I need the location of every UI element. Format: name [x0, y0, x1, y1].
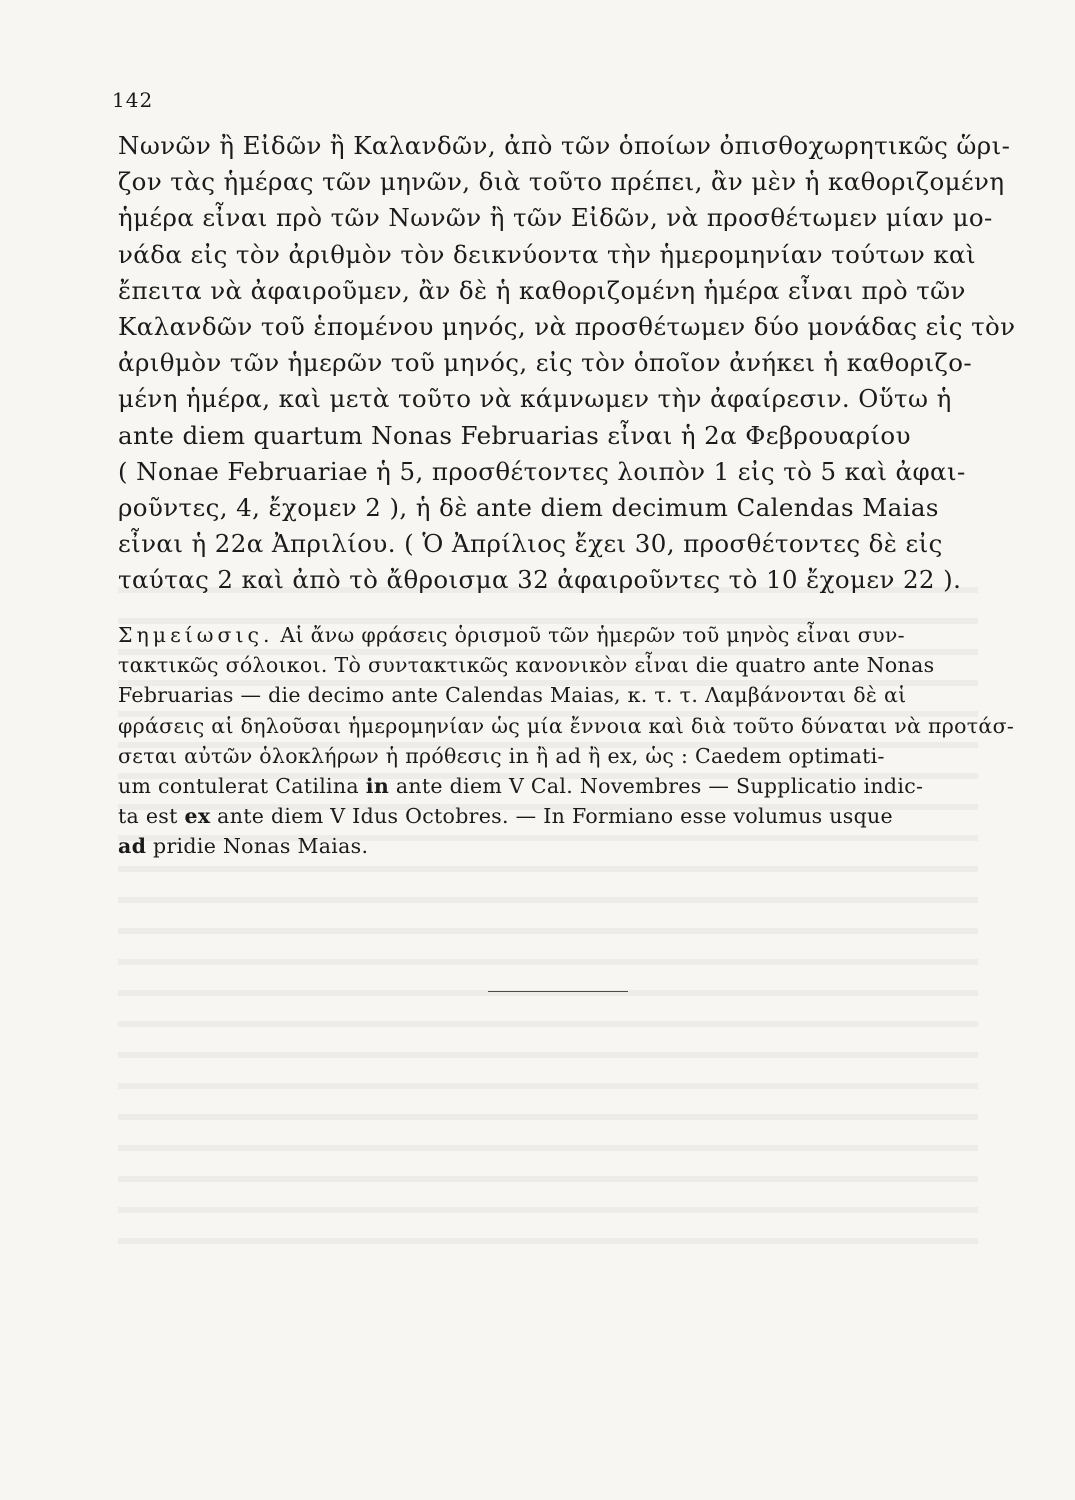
text-line: ἀριθμὸν τῶν ἡμερῶν τοῦ μηνός, εἰς τὸν ὁποῖον ἀνήκει ἡ καθοριζο-	[118, 348, 973, 378]
note-label: Σημείωσις.	[118, 623, 274, 647]
note-line: Februarias — die decimo ante Calendas Maias, κ. τ. τ. Λαμβάνονται δὲ αἱ	[118, 683, 907, 708]
text-line: Νωνῶν ἢ Εἰδῶν ἢ Καλανδῶν, ἀπὸ τῶν ὁποίων ὀπισθοχωρητικῶς ὥρι-	[118, 131, 1011, 160]
note-line: τακτικῶς σόλοικοι. Τὸ συντακτικῶς κανονικὸν εἶναι die quatro ante Nonas	[118, 653, 935, 678]
note-line-text: ante diem V Cal. Novembres — Supplicatio indic-	[389, 774, 924, 799]
note-line: σεται αὐτῶν ὁλοκλήρων ἡ πρόθεσις in ἢ ad ἢ ex, ὡς : Caedem optimati-	[118, 743, 885, 768]
text-line: εἶναι ἡ 22α Ἀπριλίου. ( Ὁ Ἀπρίλιος ἔχει 30, προσθέτοντες δὲ εἰς	[118, 529, 943, 559]
text-line: ( Nonae Februariae ἡ 5, προσθέτοντες λοιπὸν 1 εἰς τὸ 5 καὶ ἀφαι-	[118, 456, 966, 486]
text-line: ταύτας 2 καὶ ἀπὸ τὸ ἄθροισμα 32 ἀφαιροῦντες τὸ 10 ἔχομεν 22 ).	[118, 565, 962, 595]
section-divider	[488, 991, 628, 992]
text-line: μένη ἡμέρα, καὶ μετὰ τοῦτο νὰ κάμνωμεν τὴν ἀφαίρεσιν. Οὕτω ἡ	[118, 384, 952, 414]
note-line-text: um contulerat Catilina	[118, 774, 366, 799]
text-line: ἡμέρα εἶναι πρὸ τῶν Νωνῶν ἢ τῶν Εἰδῶν, νὰ προσθέτωμεν μίαν μο-	[118, 203, 993, 233]
text-line: ἔπειτα νὰ ἀφαιροῦμεν, ἂν δὲ ἡ καθοριζομένη ἡμέρα εἶναι πρὸ τῶν	[118, 275, 966, 305]
note-line	[118, 831, 978, 861]
note-line	[118, 771, 978, 801]
note-line-text: pridie Nonas Maias.	[146, 834, 369, 859]
note-line-text: ante diem V Idus Octobres. — In Formiano esse volumus usque	[210, 804, 893, 829]
text-line: Καλανδῶν τοῦ ἑπομένου μηνός, νὰ προσθέτωμεν δύο μονάδας εἰς τὸν	[118, 312, 1016, 342]
note-line-text: ta est	[118, 804, 185, 829]
main-paragraph	[118, 128, 1016, 599]
bold-preposition: ad	[118, 834, 147, 859]
note-line	[118, 620, 978, 650]
note-paragraph	[118, 620, 1015, 862]
text-line: ροῦντες, 4, ἔχομεν 2 ), ἡ δὲ ante diem decimum Calendas Maias	[118, 493, 939, 523]
note-line-text: Αἱ ἄνω φράσεις ὁρισμοῦ τῶν ἡμερῶν τοῦ μηνὸς εἶναι συν-	[280, 623, 905, 647]
text-line: ζον τὰς ἡμέρας τῶν μηνῶν, διὰ τοῦτο πρέπει, ἂν μὲν ἡ καθοριζομένη	[118, 167, 1005, 197]
page-number: 142	[112, 88, 154, 112]
note-line	[118, 801, 978, 831]
bold-preposition: in	[365, 774, 390, 799]
text-line: ante diem quartum Nonas Februarias εἶναι ἡ 2α Φεβρουαρίου	[118, 420, 911, 450]
text-line: νάδα εἰς τὸν ἀριθμὸν τὸν δεικνύοντα τὴν ἡμερομηνίαν τούτων καὶ	[118, 239, 977, 269]
bold-preposition: ex	[184, 804, 211, 829]
note-line: φράσεις αἱ δηλοῦσαι ἡμερομηνίαν ὡς μία ἔννοια καὶ διὰ τοῦτο δύναται νὰ προτάσ-	[118, 713, 1015, 738]
